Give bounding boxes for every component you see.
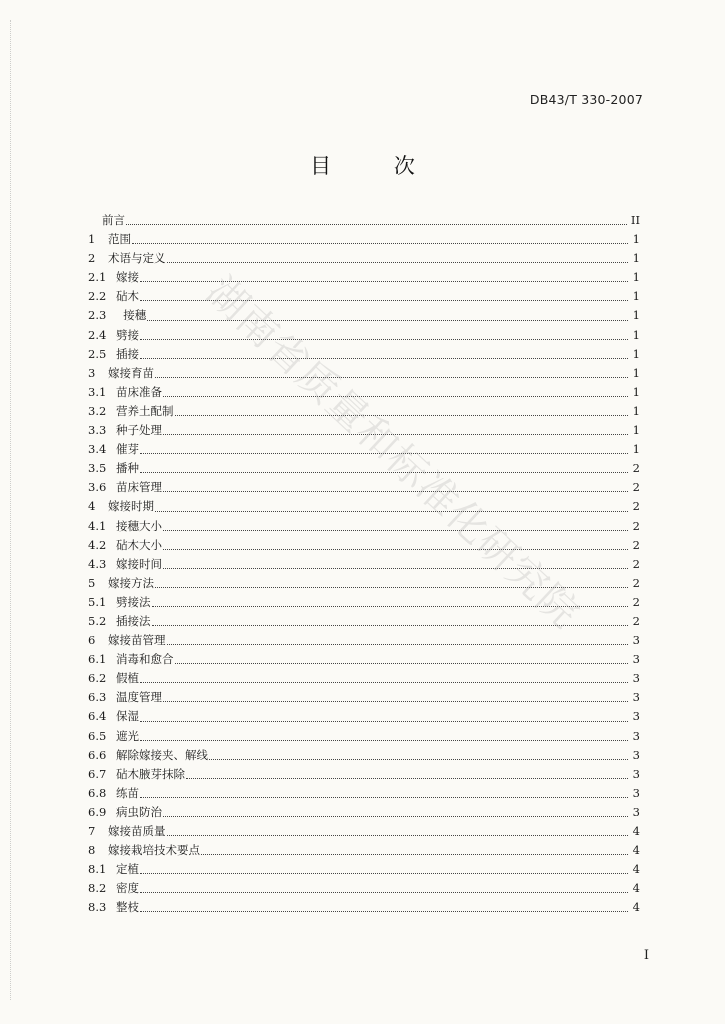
toc-entry-label: 嫁接苗管理 <box>108 633 166 648</box>
toc-entry-page: 2 <box>632 499 640 514</box>
toc-entry-label: 催芽 <box>116 442 139 457</box>
toc-entry[interactable] <box>88 803 640 822</box>
toc-entry[interactable] <box>88 574 640 593</box>
toc-entry-number: 3.5 <box>88 461 107 476</box>
toc-entry-page: 4 <box>632 843 640 858</box>
toc-entry-number: 6.3 <box>88 690 107 705</box>
toc-entry-label: 假植 <box>116 671 139 686</box>
toc-entry[interactable] <box>88 326 640 345</box>
toc-entry-number: 6.2 <box>88 671 107 686</box>
toc-entry-label: 保湿 <box>116 709 139 724</box>
toc-entry-label: 前言 <box>102 213 125 227</box>
toc-leader-dots <box>167 261 629 263</box>
toc-entry[interactable] <box>88 746 640 765</box>
toc-entry-number: 6 <box>88 633 96 648</box>
toc-entry[interactable] <box>88 230 640 249</box>
toc-leader-dots <box>163 567 628 569</box>
toc-entry-number: 4 <box>88 499 96 514</box>
toc-entry-number: 7 <box>88 824 96 838</box>
toc-entry-page: 3 <box>632 804 640 819</box>
toc-leader-dots <box>140 891 628 893</box>
toc-leader-dots <box>201 853 628 855</box>
toc-entry-number: 5.2 <box>88 613 107 628</box>
page-title: 目 次 <box>310 154 443 178</box>
toc-entry[interactable] <box>88 459 640 478</box>
toc-entry-label: 劈接法 <box>116 594 151 609</box>
toc-leader-dots <box>140 910 628 912</box>
toc-leader-dots <box>140 872 628 874</box>
toc-entry-page: 1 <box>632 232 640 247</box>
toc-entry[interactable] <box>88 440 640 459</box>
toc-entry-page: 3 <box>632 652 640 667</box>
toc-entry-page: 1 <box>632 308 640 323</box>
toc-entry-page: 2 <box>632 575 640 590</box>
toc-leader-dots <box>163 433 628 435</box>
toc-entry-page: 4 <box>632 881 640 896</box>
toc-entry[interactable] <box>88 688 640 707</box>
toc-entry[interactable] <box>88 631 640 650</box>
toc-entry[interactable] <box>88 345 640 364</box>
toc-entry-page: 1 <box>632 270 640 285</box>
toc-entry[interactable] <box>88 612 640 631</box>
toc-entry-label: 劈接 <box>116 327 139 342</box>
standard-code: DB43/T 330-2007 <box>529 92 643 107</box>
toc-entry-page: 3 <box>632 690 640 705</box>
toc-entry-page: 3 <box>632 766 640 781</box>
toc-leader-dots <box>167 643 629 645</box>
toc-entry-page: 3 <box>632 633 640 648</box>
toc-entry-page: 1 <box>632 423 640 438</box>
toc-entry-number: 6.6 <box>88 747 107 762</box>
toc-entry-label: 接穗大小 <box>116 518 162 533</box>
toc-entry-label: 砧木腋芽抹除 <box>116 766 185 781</box>
toc-entry-number: 8.2 <box>88 881 107 896</box>
toc-entry-number: 2.2 <box>88 289 107 304</box>
toc-entry-page: 1 <box>632 384 640 399</box>
toc-entry-number: 8 <box>88 843 96 858</box>
toc-entry-number: 5 <box>88 575 96 590</box>
toc-entry-number: 2.5 <box>88 346 107 361</box>
toc-entry-number: 1 <box>88 232 96 247</box>
toc-leader-dots <box>140 720 628 722</box>
toc-entry-label: 嫁接时间 <box>116 556 162 571</box>
toc-entry[interactable] <box>88 306 640 325</box>
toc-entry[interactable] <box>88 765 640 784</box>
toc-leader-dots <box>155 376 628 378</box>
toc-entry-number: 2 <box>88 251 96 266</box>
toc-leader-dots <box>163 529 628 531</box>
toc-entry-page: 1 <box>632 251 640 266</box>
toc-leader-dots <box>140 452 628 454</box>
toc-entry-page: 4 <box>632 824 640 838</box>
toc-entry-page: 4 <box>632 862 640 877</box>
toc-entry-number: 6.7 <box>88 766 107 781</box>
toc-entry-page: 1 <box>632 365 640 380</box>
toc-entry-page: 2 <box>632 594 640 609</box>
toc-entry[interactable] <box>88 650 640 669</box>
toc-leader-dots <box>163 395 628 397</box>
toc-entry-page: 3 <box>632 785 640 800</box>
toc-leader-dots <box>167 834 629 836</box>
toc-leader-dots <box>152 624 629 626</box>
toc-entry-page: 1 <box>632 327 640 342</box>
toc-entry-page: 2 <box>632 613 640 628</box>
toc-entry-label: 种子处理 <box>116 423 162 438</box>
toc-entry-label: 消毒和愈合 <box>116 652 174 667</box>
toc-leader-dots <box>140 280 628 282</box>
toc-leader-dots <box>140 357 628 359</box>
toc-entry-page: 2 <box>632 556 640 571</box>
toc-entry-number: 5.1 <box>88 594 107 609</box>
toc-leader-dots <box>163 815 628 817</box>
toc-entry-page: 1 <box>632 442 640 457</box>
toc-entry-label: 练苗 <box>116 785 139 800</box>
toc-leader-dots <box>175 414 629 416</box>
toc-leader-dots <box>132 242 628 244</box>
toc-entry-label: 整枝 <box>116 900 139 915</box>
toc-leader-dots <box>126 223 627 225</box>
toc-entry-label: 苗床准备 <box>116 384 162 399</box>
toc-entry-page: II <box>630 213 640 227</box>
toc-entry[interactable] <box>88 287 640 306</box>
toc-entry-label: 术语与定义 <box>108 251 166 266</box>
toc-entry-number: 4.3 <box>88 556 107 571</box>
toc-leader-dots <box>140 681 628 683</box>
toc-entry-label: 嫁接 <box>116 270 139 285</box>
toc-entry-label: 范围 <box>108 232 131 247</box>
toc-entry-label: 营养土配制 <box>116 403 174 418</box>
toc-entry-number: 2.4 <box>88 327 107 342</box>
toc-entry-number: 3 <box>88 365 96 380</box>
toc-entry-page: 3 <box>632 671 640 686</box>
toc-entry[interactable] <box>88 211 640 230</box>
toc-entry[interactable] <box>88 383 640 402</box>
toc-entry-page: 1 <box>632 289 640 304</box>
watermark: 湖南省质量和标准化研究院 <box>197 268 589 638</box>
toc-leader-dots <box>140 796 628 798</box>
toc-entry-number: 8.1 <box>88 862 107 877</box>
toc-leader-dots <box>163 490 628 492</box>
toc-entry-number: 2.1 <box>88 270 107 285</box>
toc-entry[interactable] <box>88 669 640 688</box>
toc-entry-number: 8.3 <box>88 900 107 915</box>
toc-entry-page: 2 <box>632 518 640 533</box>
toc-entry[interactable] <box>88 593 640 612</box>
toc-entry-number: 4.2 <box>88 537 107 552</box>
toc-entry[interactable] <box>88 707 640 726</box>
toc-leader-dots <box>163 548 628 550</box>
toc-entry-label: 遮光 <box>116 728 139 743</box>
toc-entry-number: 6.5 <box>88 728 107 743</box>
toc-entry-page: 2 <box>632 537 640 552</box>
toc-entry-label: 嫁接苗质量 <box>108 824 166 838</box>
toc-entry-number: 3.6 <box>88 480 107 495</box>
toc-entry-label: 嫁接栽培技术要点 <box>108 843 200 858</box>
toc-leader-dots <box>140 338 628 340</box>
page-number: I <box>643 948 649 963</box>
toc-entry-number: 3.3 <box>88 423 107 438</box>
toc-entry-page: 2 <box>632 480 640 495</box>
toc-entry[interactable] <box>88 555 640 574</box>
toc-entry-number: 6.1 <box>88 652 107 667</box>
toc-entry-page: 3 <box>632 728 640 743</box>
toc-entry-label: 苗床管理 <box>116 480 162 495</box>
toc-entry-label: 砧木 <box>116 289 139 304</box>
toc-entry-label: 插接 <box>116 346 139 361</box>
table-of-contents <box>88 211 640 917</box>
toc-leader-dots <box>186 777 628 779</box>
toc-entry-label: 播种 <box>116 461 139 476</box>
toc-leader-dots <box>155 510 628 512</box>
toc-leader-dots <box>155 586 628 588</box>
toc-entry[interactable] <box>88 249 640 268</box>
toc-leader-dots <box>140 739 628 741</box>
toc-entry-label: 嫁接育苗 <box>108 365 154 380</box>
toc-entry-label: 插接法 <box>116 613 151 628</box>
toc-leader-dots <box>140 471 628 473</box>
toc-entry[interactable] <box>88 784 640 803</box>
toc-entry-label: 接穗 <box>116 308 147 323</box>
toc-entry-page: 2 <box>632 461 640 476</box>
toc-entry-page: 1 <box>632 403 640 418</box>
toc-entry-label: 砧木大小 <box>116 537 162 552</box>
toc-entry-number: 4.1 <box>88 518 107 533</box>
toc-entry-label: 密度 <box>116 881 139 896</box>
toc-entry-page: 3 <box>632 709 640 724</box>
toc-entry-page: 4 <box>632 900 640 915</box>
toc-entry-number: 3.4 <box>88 442 107 457</box>
toc-entry[interactable] <box>88 364 640 383</box>
toc-entry[interactable] <box>88 536 640 555</box>
toc-leader-dots <box>163 700 628 702</box>
toc-entry[interactable] <box>88 402 640 421</box>
toc-entry-number: 6.9 <box>88 804 107 819</box>
toc-entry-number: 2.3 <box>88 308 107 323</box>
toc-leader-dots <box>175 662 629 664</box>
toc-entry[interactable] <box>88 822 640 841</box>
toc-entry[interactable] <box>88 879 640 898</box>
toc-entry[interactable] <box>88 841 640 860</box>
toc-entry[interactable] <box>88 497 640 516</box>
toc-entry[interactable] <box>88 421 640 440</box>
toc-leader-dots <box>152 605 629 607</box>
toc-entry-label: 病虫防治 <box>116 804 162 819</box>
toc-entry-number: 3.2 <box>88 403 107 418</box>
toc-entry[interactable] <box>88 268 640 287</box>
toc-entry-number: 3.1 <box>88 384 107 399</box>
toc-entry[interactable] <box>88 898 640 917</box>
toc-entry[interactable] <box>88 478 640 497</box>
toc-entry-number: 6.8 <box>88 785 107 800</box>
toc-leader-dots <box>147 319 628 321</box>
toc-entry-page: 1 <box>632 346 640 361</box>
toc-entry-number: 6.4 <box>88 709 107 724</box>
toc-entry-label: 嫁接时期 <box>108 499 154 514</box>
toc-entry-label: 温度管理 <box>116 690 162 705</box>
toc-entry-page: 3 <box>632 747 640 762</box>
toc-entry-label: 定植 <box>116 862 139 877</box>
toc-entry[interactable] <box>88 860 640 879</box>
toc-entry[interactable] <box>88 517 640 536</box>
toc-entry[interactable] <box>88 727 640 746</box>
toc-leader-dots <box>209 758 628 760</box>
toc-leader-dots <box>140 299 628 301</box>
toc-entry-label: 嫁接方法 <box>108 575 154 590</box>
toc-entry-label: 解除嫁接夹、解线 <box>116 747 208 762</box>
